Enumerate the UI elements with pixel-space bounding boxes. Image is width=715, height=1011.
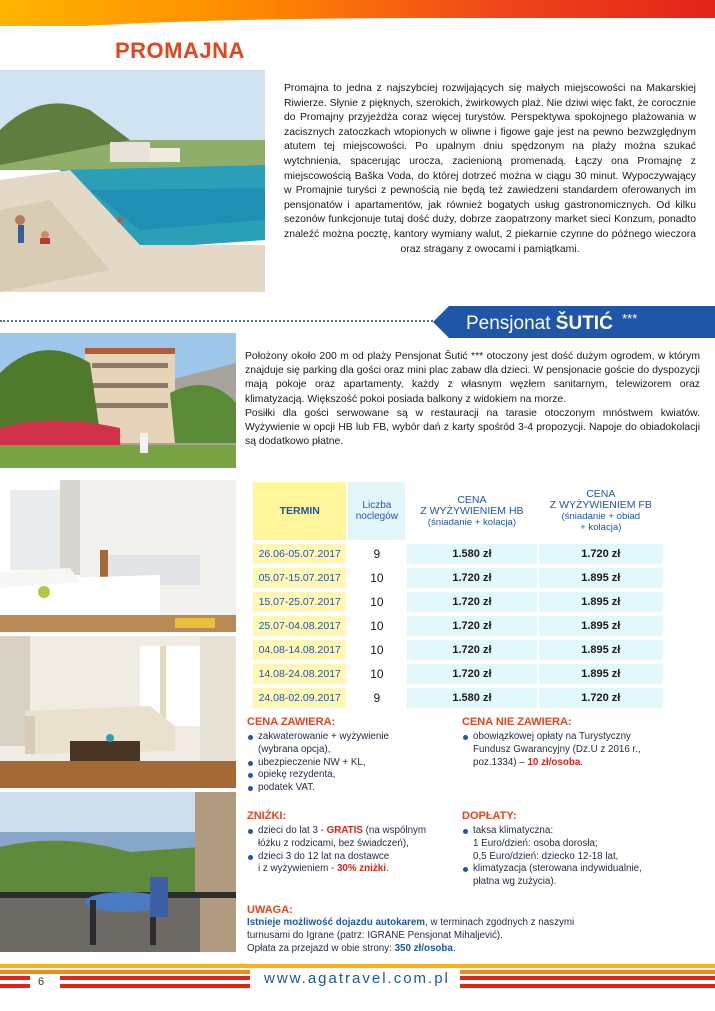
table-row (253, 640, 663, 660)
cell-nights: 9 (348, 544, 405, 564)
gratis-label: GRATIS (326, 825, 363, 836)
note-heading: UWAGA: (247, 904, 293, 916)
pension-title (466, 311, 637, 335)
page-number: 6 (38, 976, 45, 988)
list-item: zakwaterowanie + wyżywienie (247, 731, 452, 744)
cell-price-fb: 1.895 zł (539, 592, 663, 612)
cell-price-hb: 1.720 zł (407, 568, 536, 588)
list-item: podatek VAT. (247, 782, 452, 795)
cell-term: 26.06-05.07.2017 (253, 544, 346, 564)
list-item: opiekę rezydenta, (247, 769, 452, 782)
cell-price-fb: 1.895 zł (539, 568, 663, 588)
footer-stripe (0, 984, 30, 988)
price-table-header (253, 482, 663, 540)
cell-nights: 10 (348, 640, 405, 660)
living-room-photo (0, 636, 236, 788)
footer-stripe (0, 964, 715, 968)
table-row (253, 664, 663, 684)
cell-price-hb: 1.580 zł (407, 688, 536, 708)
footer-stripe (460, 984, 715, 988)
header-nights: Liczba noclegów (348, 482, 405, 540)
price-table (251, 478, 665, 712)
cell-price-hb: 1.580 zł (407, 544, 536, 564)
table-row (253, 616, 663, 636)
cell-price-fb: 1.720 zł (539, 544, 663, 564)
table-row (253, 688, 663, 708)
includes-list (247, 731, 452, 795)
cell-price-fb: 1.720 zł (539, 688, 663, 708)
terrace-photo (0, 792, 236, 952)
excludes-list (462, 731, 702, 769)
pension-description (245, 350, 700, 449)
cell-price-hb: 1.720 zł (407, 592, 536, 612)
cell-price-hb: 1.720 zł (407, 664, 536, 684)
cell-nights: 10 (348, 664, 405, 684)
list-item: dzieci do lat 3 - GRATIS (na wspólnym łóżku z rodzicami, bez świadczeń), (247, 825, 459, 851)
surcharges-list (462, 825, 702, 889)
discount-percent: 30% zniżki (336, 863, 386, 875)
cell-term: 05.07-15.07.2017 (253, 568, 346, 588)
cell-price-fb: 1.895 zł (539, 616, 663, 636)
dotted-divider (0, 320, 440, 322)
cell-term: 14.08-24.08.2017 (253, 664, 346, 684)
list-item: obowiązkowej opłaty na Turystyczny Fundusz Gwarancyjny (Dz.U z 2016 r., poz.1334) – 10 zł/osoba. (462, 731, 702, 769)
note-amount: 350 zł/osoba (394, 942, 453, 954)
excludes-heading: CENA NIE ZAWIERA: (462, 716, 572, 728)
intro-paragraph: Promajna to jedna z najszybciej rozwijających się małych miejscowości na Makarskiej Riwierze. Słynie z pięknych, szerokich, żwirkowych plaż. Nie dziwi więc fakt, że corocznie do Promajny przyjeżdża coraz więcej turystów. Perspektywa spokojnego plażowania w zacisznych zatoczkach wtopionych w oliwne i figowe gaje jest na pewno bezwzględnym atutem tej miejscowości. Po upalnym dniu spędzonym na plaży można szukać wytchnienia, spacerując urocza, zacienioną promenadą. Łączy ona Promajnę z miejscowością Baška Voda, do której dotrzeć można w ciągu 30 minut. Wypoczywający w Promajnie turyści z pewnością nie będą też zawiedzeni standardem oferowanych im pensjonatów i apartamentów, jak również bogatych usług gastronomicznych. Od kilku sezonów funkcjonuje tutaj dość duży, dobrze zaopatrzony market sieci Konzum, ponadto znaleźć można pocztę, kantory wymiany walut, 2 piekarnie czynne do późnego wieczora oraz stragany z owocami i pamiątkami. (284, 83, 696, 255)
cell-term: 15.07-25.07.2017 (253, 592, 346, 612)
cell-nights: 9 (348, 688, 405, 708)
page-title: PROMAJNA (115, 38, 245, 63)
cell-term: 04.08-14.08.2017 (253, 640, 346, 660)
cell-nights: 10 (348, 592, 405, 612)
header-price-fb: CENA Z WYŻYWIENIEM FB (śniadanie + obiad + kolacja) (539, 482, 663, 540)
includes-heading: CENA ZAWIERA: (247, 716, 336, 728)
pension-prefix: Pensjonat (466, 313, 551, 334)
bedroom-photo (0, 480, 236, 632)
discounts-heading: ZNIŻKI: (247, 810, 287, 822)
list-item: (wybrana opcja), (258, 743, 331, 755)
surcharges-heading: DOPŁATY: (462, 810, 517, 822)
description-paragraph-1: Położony około 200 m od plaży Pensjonat Šutić *** otoczony jest dość dużym ogrodem, w którym znajduje się parking dla gości oraz mini plac zabaw dla dzieci. W pensjonacie goście do dyspozycji mają pokoje oraz apartamenty, każdy z własnym węzłem sanitarnym, telewizorem oraz klimatyzacją. Większość pokoi posiada balkony z widokiem na morze. (245, 351, 700, 405)
note-text: Istnieje możliwość dojazdu autokarem, w terminach zgodnych z naszymi turnusami do Igrane (patrz: IGRANE Pensjonat Mihaljević). Opłata za przejazd w obie strony: 350 zł/osoba. (247, 917, 575, 954)
cell-nights: 10 (348, 568, 405, 588)
description-paragraph-2: Posiłki dla gości serwowane są w restauracji na tarasie otoczonym mnóstwem kwiatów. Wyżywienie w opcji HB lub FB, wybór dań z karty spośród 3-4 propozycji. Napoje do obiadokolacji są dodatkowo płatne. (245, 407, 700, 448)
footer-stripe (460, 970, 715, 974)
footer-stripe (460, 976, 715, 980)
footer-stripe (0, 976, 30, 980)
cell-term: 24.08-02.09.2017 (253, 688, 346, 708)
pension-name: ŠUTIĆ (555, 313, 613, 334)
note-bold: Istnieje możliwość dojazdu autokarem (247, 917, 426, 928)
list-item: ubezpieczenie NW + KL, (247, 757, 452, 770)
footer-stripe (60, 984, 250, 988)
hotel-photo (0, 333, 236, 468)
pension-stars: *** (622, 311, 638, 326)
table-row (253, 568, 663, 588)
excludes-amount: 10 zł/osoba (527, 756, 581, 768)
header-term: TERMIN (253, 482, 346, 540)
header-price-hb: CENA Z WYŻYWIENIEM HB (śniadanie + kolacja) (407, 482, 536, 540)
footer-stripe (60, 976, 250, 980)
table-row (253, 544, 663, 564)
cell-price-fb: 1.895 zł (539, 640, 663, 660)
cell-price-hb: 1.720 zł (407, 616, 536, 636)
cell-term: 25.07-04.08.2017 (253, 616, 346, 636)
cell-price-hb: 1.720 zł (407, 640, 536, 660)
website-link[interactable]: www.agatravel.com.pl (264, 970, 450, 987)
cell-price-fb: 1.895 zł (539, 664, 663, 684)
list-item: taksa klimatyczna: 1 Euro/dzień: osoba dorosła; 0,5 Euro/dzień: dziecko 12-18 lat, (462, 825, 702, 863)
table-row (253, 592, 663, 612)
footer-stripe (0, 970, 250, 974)
cell-nights: 10 (348, 616, 405, 636)
list-item: klimatyzacja (sterowana indywidualnie, płatna wg zużycia). (462, 863, 702, 889)
list-item: dzieci 3 do 12 lat na dostawce i z wyżywieniem - 30% zniżki. (247, 851, 459, 877)
beach-photo (0, 70, 265, 292)
discounts-list (247, 825, 459, 876)
